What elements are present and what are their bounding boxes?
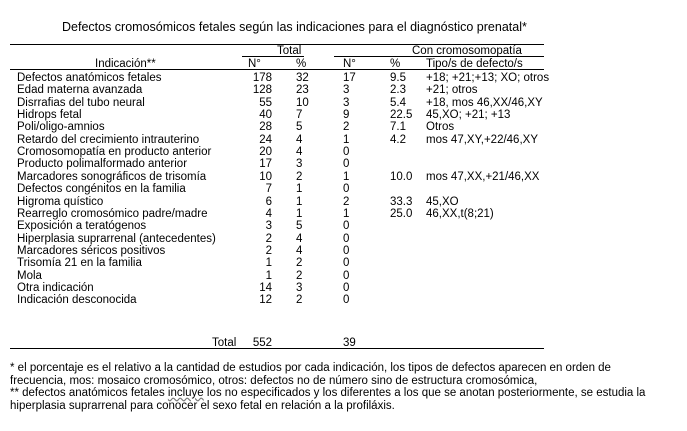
footnote-1-line-2: frecuencia, mos: mosaico cromosómico, otros: defectos no de número sino de estructura cromosómica,: [10, 374, 538, 387]
cell-n2: 0: [343, 232, 350, 245]
cell-tipo: 46,XX,t(8;21): [426, 207, 494, 220]
cell-pct2: 22.5: [390, 109, 413, 121]
cell-n: 28: [259, 121, 272, 134]
cell-n2: 17: [343, 72, 356, 84]
cell-pct: 23: [296, 84, 309, 97]
cell-pct: 5: [296, 121, 303, 134]
footnote-2-line-1: [10, 387, 685, 400]
cell-indicacion: Poli/oligo-amnios: [17, 121, 105, 134]
cell-n: 6: [265, 195, 272, 208]
cell-n: 12: [259, 294, 272, 307]
cell-pct: 32: [296, 72, 309, 84]
cell-indicacion: Rearreglo cromosómico padre/madre: [17, 207, 208, 220]
cell-tipo: mos 47,XX,+21/46,XX: [426, 170, 540, 183]
cell-n2: 0: [343, 269, 350, 282]
cell-n2: 9: [343, 109, 350, 121]
cell-pct: 2: [296, 170, 303, 183]
cell-n2: 1: [343, 170, 350, 183]
cell-tipo: 45,XO; +21; +13: [426, 109, 511, 121]
cell-n: 14: [259, 281, 272, 294]
cell-n: 1: [265, 257, 272, 270]
cell-indicacion: Marcadores sonográficos de trisomía: [17, 170, 207, 183]
cell-pct: 1: [296, 195, 303, 208]
cell-pct2: 25.0: [390, 207, 413, 220]
cell-n: 10: [259, 170, 272, 183]
cell-tipo: +21; otros: [426, 84, 478, 97]
cell-n2: 0: [343, 158, 350, 171]
cell-n: 128: [252, 84, 272, 97]
cell-n2: 1: [343, 207, 350, 220]
cell-pct: 2: [296, 269, 303, 282]
cell-n: 24: [259, 133, 272, 146]
cell-pct2: 33.3: [390, 195, 413, 208]
footnote-2-underlined-word: incluye: [167, 387, 204, 399]
total-n2: 39: [343, 337, 356, 349]
cell-pct2: 9.5: [390, 72, 406, 84]
footnotes: [10, 362, 685, 412]
header-tipo: Tipo/s de defecto/s: [426, 58, 523, 70]
cell-n2: 0: [343, 294, 350, 307]
cell-n: 4: [265, 207, 272, 220]
header-n2: N°: [343, 58, 356, 70]
cell-indicacion: Higroma quístico: [17, 195, 104, 208]
cell-n2: 0: [343, 220, 350, 233]
cell-n: 178: [252, 72, 272, 84]
cell-pct: 2: [296, 294, 303, 307]
cell-pct2: 4.2: [390, 133, 406, 146]
cell-indicacion: Otra indicación: [17, 281, 94, 294]
cell-indicacion: Retardo del crecimiento intrauterino: [17, 133, 200, 146]
cell-n: 17: [259, 158, 272, 171]
header-n: N°: [248, 58, 261, 70]
cell-n2: 2: [343, 121, 350, 134]
cell-pct: 4: [296, 244, 303, 257]
cell-tipo: mos 47,XY,+22/46,XY: [426, 133, 538, 146]
cell-indicacion: Disrrafias del tubo neural: [17, 96, 145, 109]
cell-pct: 4: [296, 146, 303, 159]
cell-pct2: 7.1: [390, 121, 406, 134]
cell-indicacion: Hidrops fetal: [17, 109, 82, 121]
cell-tipo: 45,XO: [426, 195, 459, 208]
cell-pct2: 5.4: [390, 96, 406, 109]
cell-indicacion: Producto polimalformado anterior: [17, 158, 188, 171]
cell-tipo: +18, mos 46,XX/46,XY: [426, 96, 543, 109]
bottom-rule: [10, 348, 544, 349]
total-n: 552: [252, 337, 272, 349]
header-indicacion: Indicación**: [95, 58, 156, 70]
footnote-2-pre: ** defectos anatómicos fetales: [10, 387, 168, 399]
cell-n2: 3: [343, 84, 350, 97]
cell-pct2: 2.3: [390, 84, 406, 97]
cell-n: 20: [259, 146, 272, 159]
cell-n2: 3: [343, 96, 350, 109]
total-label: Total: [212, 337, 237, 349]
cell-indicacion: Defectos congénitos en la familia: [17, 183, 186, 196]
footnote-2-line-2: hiperplasia suprarrenal para conocer el sexo fetal en relación a la profiláxis.: [10, 399, 395, 412]
cell-pct: 10: [296, 96, 309, 109]
cell-tipo: +18; +21;+13; XO; otros: [426, 72, 550, 84]
footnote-1-line-1: * el porcentaje es el relativo a la cantidad de estudios por cada indicación, los tipos de defectos aparecen en orden de: [10, 362, 611, 374]
cell-indicacion: Defectos anatómicos fetales: [17, 72, 162, 84]
cell-indicacion: Mola: [17, 269, 42, 282]
header-pct2: %: [390, 58, 401, 70]
cell-n2: 1: [343, 133, 350, 146]
cell-n: 2: [265, 232, 272, 245]
cell-n2: 2: [343, 195, 350, 208]
header-total-group: Total: [277, 45, 302, 57]
cell-pct: 4: [296, 232, 303, 245]
cell-n: 40: [259, 109, 272, 121]
cell-indicacion: Indicación desconocida: [17, 294, 137, 307]
cell-n2: 0: [343, 244, 350, 257]
header-pct: %: [296, 58, 307, 70]
cell-indicacion: Cromosomopatía en producto anterior: [17, 146, 212, 159]
cell-pct: 3: [296, 281, 303, 294]
cell-indicacion: Hiperplasia suprarrenal (antecedentes): [17, 232, 216, 245]
footnote-2-post: los no especificados y los diferentes a los que se anotan posteriormente, se estudia la: [203, 387, 646, 399]
cell-indicacion: Exposición a teratógenos: [17, 220, 147, 233]
cell-n2: 0: [343, 183, 350, 196]
cell-n: 7: [265, 183, 272, 196]
cell-n: 1: [265, 269, 272, 282]
cell-tipo: Otros: [426, 121, 455, 134]
cell-n2: 0: [343, 146, 350, 159]
cell-pct: 7: [296, 109, 303, 121]
cell-n2: 0: [343, 281, 350, 294]
cell-n: 2: [265, 244, 272, 257]
cell-indicacion: Edad materna avanzada: [17, 84, 143, 97]
cell-pct: 5: [296, 220, 303, 233]
cell-pct2: 10.0: [390, 170, 413, 183]
table-title: Defectos cromosómicos fetales según las indicaciones para el diagnóstico prenatal*: [62, 20, 527, 34]
cell-indicacion: Marcadores séricos positivos: [17, 244, 166, 257]
cell-pct: 3: [296, 158, 303, 171]
cell-n: 3: [265, 220, 272, 233]
header-crom-group: Con cromosomopatía: [412, 45, 522, 57]
cell-indicacion: Trisomía 21 en la familia: [17, 257, 142, 270]
cell-pct: 1: [296, 183, 303, 196]
cell-pct: 1: [296, 207, 303, 220]
cell-pct: 4: [296, 133, 303, 146]
cell-pct: 2: [296, 257, 303, 270]
cell-n2: 0: [343, 257, 350, 270]
cell-n: 55: [259, 96, 272, 109]
